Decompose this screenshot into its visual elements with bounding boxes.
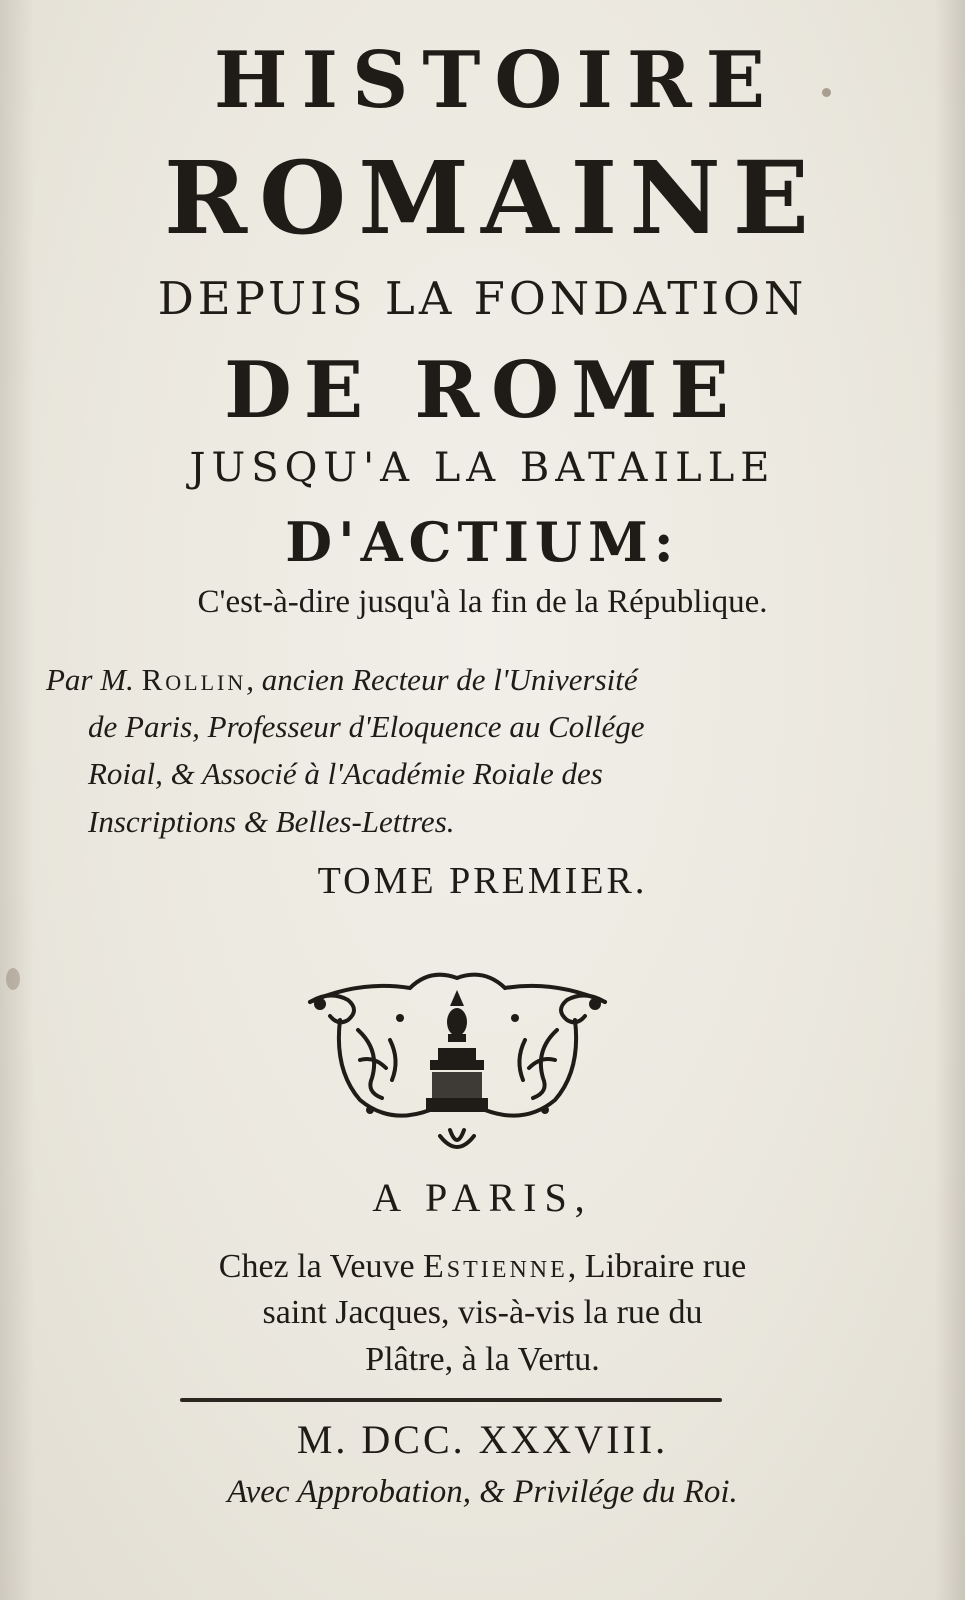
imprint-city: A PARIS, [372,1175,593,1220]
author-line-3: Roial, & Associé à l'Académie Roiale des [88,756,603,791]
subtitle-line-3: JUSQU'A LA BATAILLE [189,445,776,491]
subtitle-line-1: DEPUIS LA FONDATION [157,272,808,325]
subtitle-line-4: D'ACTIUM: [285,510,680,574]
publication-date: M. DCC. XXXVIII. [296,1417,669,1462]
title-line-2: ROMAINE [164,139,821,257]
foxing-spot [6,968,20,990]
imprint-line-1 [0,1250,965,1284]
author-line-4: Inscriptions & Belles-Lettres. [88,804,455,839]
publisher-prefix: Chez la Veuve [218,1248,415,1285]
publisher-suffix: , Libraire rue [567,1248,747,1285]
author-line-1-rest: , ancien Recteur de l'Université [246,662,638,697]
imprint-line-3: Plâtre, à la Vertu. [365,1341,600,1378]
author-prefix: Par M. [46,662,134,697]
author-line-1 [46,664,926,695]
title-line-1: HISTOIRE [213,35,780,126]
divider-rule [180,1398,722,1402]
ornamental-cartouche-icon [300,960,615,1160]
author-line-2: de Paris, Professeur d'Eloquence au Collége [88,709,645,744]
volume-label: TOME PREMIER. [317,860,648,902]
subtitle-line-2: DE ROME [224,345,741,436]
author-name: Rollin [141,662,247,697]
publisher-name: Estienne [423,1248,568,1285]
approbation-line: Avec Approbation, & Privilége du Roi. [227,1474,738,1510]
imprint-line-2: saint Jacques, vis-à-vis la rue du [262,1294,703,1331]
subtitle-line-5: C'est-à-dire jusqu'à la fin de la République. [197,584,768,620]
